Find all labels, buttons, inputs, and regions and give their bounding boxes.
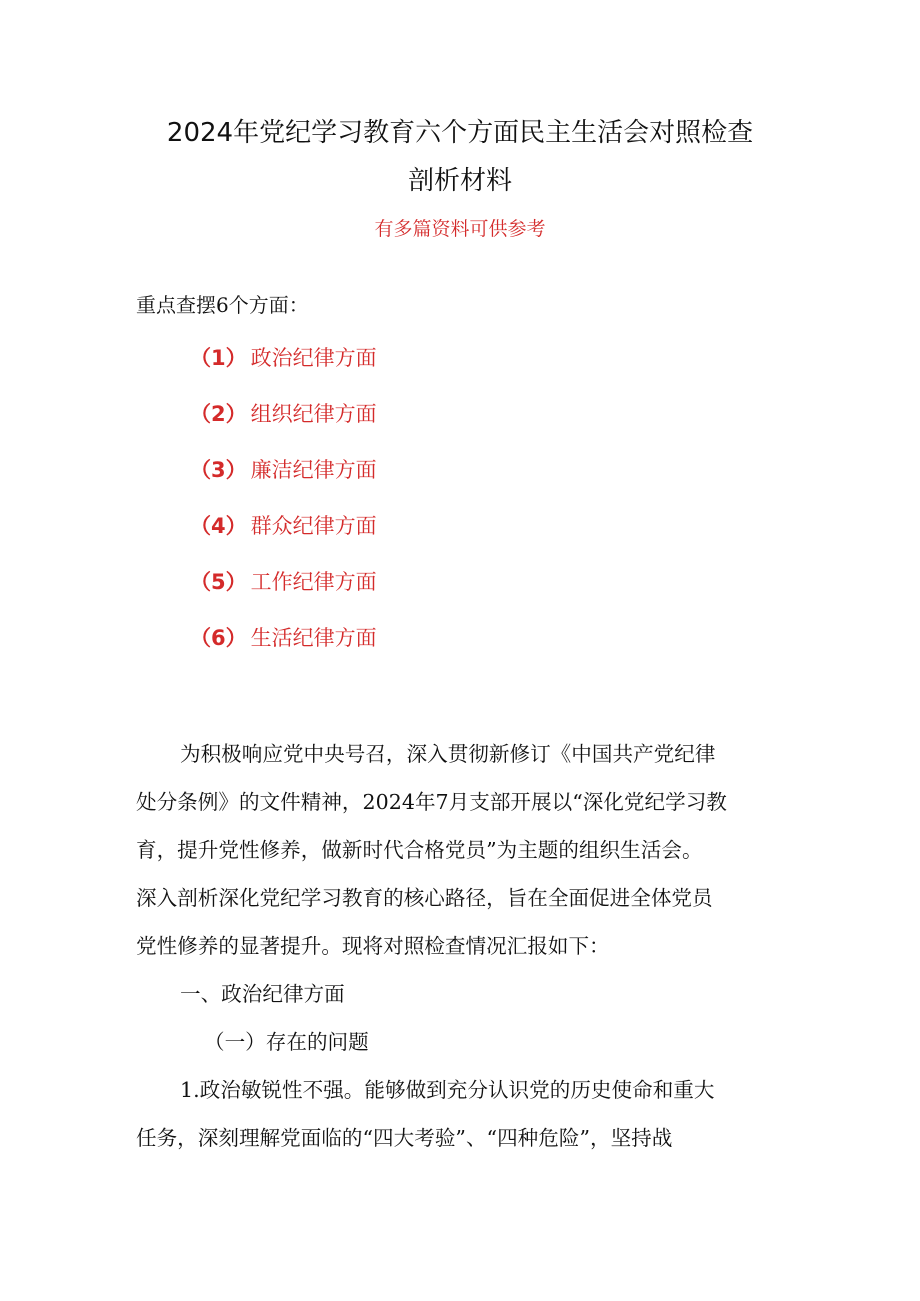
aspect-label: 政治纪律方面 bbox=[250, 346, 377, 370]
body-paragraph-line: 为积极响应党中央号召，深入贯彻新修订《中国共产党纪律 bbox=[180, 742, 716, 766]
aspect-item-4 bbox=[190, 510, 377, 566]
aspect-label: 工作纪律方面 bbox=[250, 570, 377, 594]
focus-heading: 重点查摆6个方面： bbox=[136, 293, 309, 317]
aspect-list bbox=[190, 342, 377, 678]
aspect-number: （6） bbox=[190, 626, 247, 650]
body-paragraph-line: 任务，深刻理解党面临的“四大考验”、“四种危险”，坚持战 bbox=[136, 1126, 673, 1150]
document-title-line-1: 2024年党纪学习教育六个方面民主生活会对照检查 bbox=[166, 118, 754, 148]
aspect-number: （5） bbox=[190, 570, 247, 594]
body-paragraph-line: 1.政治敏锐性不强。能够做到充分认识党的历史使命和重大 bbox=[180, 1078, 715, 1102]
aspect-label: 组织纪律方面 bbox=[250, 402, 377, 426]
aspect-number: （2） bbox=[190, 402, 247, 426]
section-heading: 一、政治纪律方面 bbox=[180, 982, 345, 1006]
aspect-item-2 bbox=[190, 398, 377, 454]
document-subtitle: 有多篇资料可供参考 bbox=[374, 218, 546, 240]
aspect-number: （4） bbox=[190, 514, 247, 538]
aspect-label: 廉洁纪律方面 bbox=[250, 458, 377, 482]
aspect-number: （1） bbox=[190, 346, 247, 370]
document-title-line-2: 剖析材料 bbox=[407, 166, 512, 196]
aspect-number: （3） bbox=[190, 458, 247, 482]
aspect-label: 群众纪律方面 bbox=[250, 514, 377, 538]
body-paragraph-line: 深入剖析深化党纪学习教育的核心路径，旨在全面促进全体党员 bbox=[136, 886, 713, 910]
body-paragraph-line: 党性修养的显著提升。现将对照检查情况汇报如下： bbox=[136, 934, 610, 958]
aspect-item-3 bbox=[190, 454, 377, 510]
body-paragraph-line: 处分条例》的文件精神，2024年7月支部开展以“深化党纪学习教 bbox=[136, 790, 727, 814]
aspect-label: 生活纪律方面 bbox=[250, 626, 377, 650]
subsection-heading: （一）存在的问题 bbox=[204, 1030, 369, 1054]
aspect-item-6 bbox=[190, 622, 377, 678]
aspect-item-1 bbox=[190, 342, 377, 398]
body-paragraph-line: 育，提升党性修养，做新时代合格党员”为主题的组织生活会。 bbox=[136, 838, 703, 862]
aspect-item-5 bbox=[190, 566, 377, 622]
body-text bbox=[136, 730, 796, 1162]
